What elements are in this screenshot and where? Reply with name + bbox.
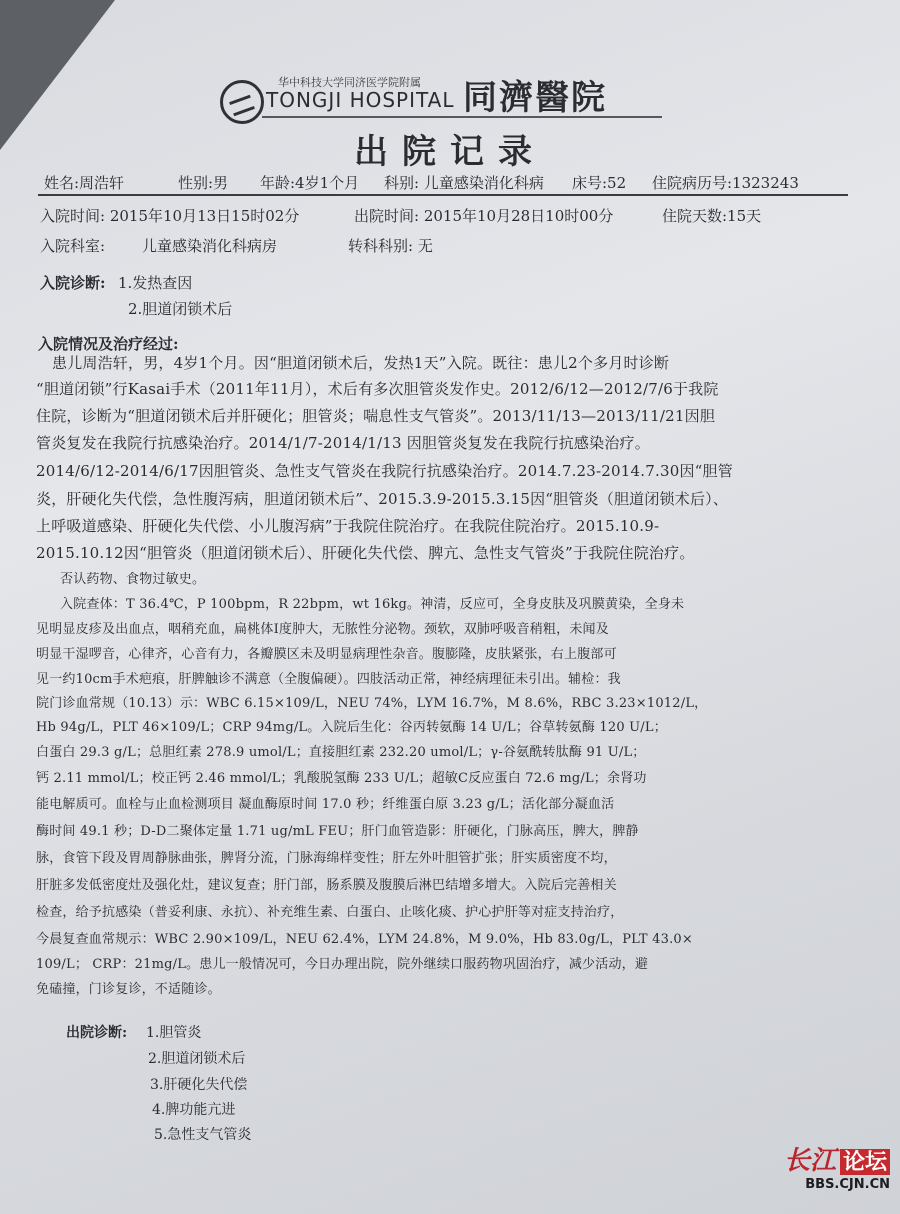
course-line: 管炎复发在我院行抗感染治疗。2014/1/7-2014/1/13 因胆管炎复发在我院行抗感染治疗。 (36, 434, 650, 452)
course-line: 脉，食管下段及胃周静脉曲张，脾肾分流，门脉海绵样变性；肝左外叶胆管扩张；肝实质密度不均， (36, 851, 617, 866)
course-line: 上呼吸道感染、肝硬化失代偿、小儿腹泻病”于我院住院治疗。在我院住院治疗。2015.10.9- (36, 517, 660, 535)
course-line: 白蛋白 29.3 g/L；总胆红素 278.9 umol/L；直接胆红素 232.20 umol/L；γ-谷氨酰转肽酶 91 U/L； (36, 745, 646, 760)
patient-record-no: 住院病历号:1323243 (652, 174, 799, 192)
transfer-dept: 转科科别: 无 (348, 237, 433, 255)
discharge-diag-item: 4.脾功能亢进 (152, 1102, 236, 1118)
patient-name: 姓名:周浩轩 (44, 174, 125, 192)
course-line: 肝脏多发低密度灶及强化灶，建议复查；肝门部，肠系膜及腹膜后淋巴结增多增大。入院后完善相关 (36, 878, 617, 893)
patient-gender: 性别:男 (178, 174, 229, 192)
course-label: 入院情况及治疗经过: (38, 335, 179, 353)
course-line: 见一约10cm手术疤痕，肝脾触诊不满意（全腹偏硬）。四肢活动正常，神经病理征未引出。辅检：我 (36, 672, 621, 687)
course-line: 入院查体：T 36.4℃，P 100bpm，R 22bpm，wt 16kg。神清，反应可，全身皮肤及巩膜黄染，全身未 (60, 597, 685, 612)
admit-time: 入院时间: 2015年10月13日15时02分 (40, 207, 300, 225)
course-line: 免磕撞，门诊复诊，不适随诊。 (36, 982, 221, 997)
admit-diag-item: 2.胆道闭锁术后 (128, 300, 233, 318)
discharge-diag-item: 5.急性支气管炎 (154, 1127, 252, 1143)
discharge-diag-label: 出院诊断: (66, 1025, 128, 1041)
course-line: 明显干湿啰音，心律齐，心音有力，各瓣膜区未及明显病理性杂音。腹膨隆，皮肤紧张，右上腹部可 (36, 647, 617, 662)
course-line: 2014/6/12-2014/6/17因胆管炎、急性支气管炎在我院行抗感染治疗。2014.7.23-2014.7.30因“胆管 (36, 462, 733, 480)
course-line: “胆道闭锁”行Kasai手术（2011年11月），术后有多次胆管炎发作史。2012/6/12—2012/7/6于我院 (36, 380, 719, 398)
course-line: 院门诊血常规（10.13）示：WBC 6.15×109/L，NEU 74%，LYM 16.7%，M 8.6%，RBC 3.23×1012/L， (36, 696, 708, 711)
watermark-badge: 论坛 (840, 1149, 890, 1175)
course-line: 炎，肝硬化失代偿，急性腹泻病，胆道闭锁术后”、2015.3.9-2015.3.15因“胆管炎（胆道闭锁术后）、 (36, 490, 729, 508)
admit-diag-item: 1.发热查因 (118, 274, 193, 292)
header-rule (262, 116, 662, 122)
university-name: 华中科技大学同济医学院附属 (278, 76, 421, 89)
hospital-header (220, 66, 670, 126)
course-line: 能电解质可。血栓与止血检测项目 凝血酶原时间 17.0 秒；纤维蛋白原 3.23 g/L；活化部分凝血活 (36, 797, 615, 812)
hospital-days: 住院天数:15天 (662, 207, 762, 225)
course-line: 住院，诊断为“胆道闭锁术后并肝硬化；胆管炎；喘息性支气管炎”。2013/11/13—2013/11/21因胆 (36, 407, 716, 425)
admit-diag-label: 入院诊断: (40, 274, 106, 292)
course-line: 患儿周浩轩，男，4岁1个月。因“胆道闭锁术后，发热1天”入院。既往：患儿2个多月时诊断 (52, 354, 670, 372)
patient-bed: 床号:52 (572, 174, 627, 192)
patient-department: 科别: 儿童感染消化科病 (384, 174, 544, 192)
watermark-url: BBS.CJN.CN (805, 1177, 890, 1192)
discharge-time: 出院时间: 2015年10月28日10时00分 (354, 207, 614, 225)
patient-info-bar (38, 170, 848, 196)
watermark-logo-text: 长江 (783, 1146, 836, 1176)
discharge-diag-item: 1.胆管炎 (146, 1025, 202, 1041)
discharge-diag-item: 2.胆道闭锁术后 (148, 1051, 246, 1067)
page-title: 出院记录 (354, 132, 546, 172)
course-line: Hb 94g/L，PLT 46×109/L；CRP 94mg/L。入院后生化：谷丙转氨酶 14 U/L；谷草转氨酶 120 U/L； (36, 720, 667, 735)
patient-age: 年龄:4岁1个月 (260, 174, 360, 192)
course-line: 检查，给予抗感染（普妥利康、永抗）、补充维生素、白蛋白、止咳化痰、护心护肝等对症支持治疗， (36, 905, 624, 920)
course-line: 见明显皮疹及出血点，咽稍充血，扁桃体Ⅰ度肿大，无脓性分泌物。颈软，双肺呼吸音稍粗，未闻及 (36, 622, 609, 637)
course-line: 今晨复查血常规示：WBC 2.90×109/L，NEU 62.4%，LYM 24.8%，M 9.0%，Hb 83.0g/L，PLT 43.0× (36, 932, 693, 947)
course-line: 酶时间 49.1 秒；D-D二聚体定量 1.71 ug/mL FEU；肝门血管造影：肝硬化，门脉高压，脾大，脾静 (36, 824, 639, 839)
course-line: 2015.10.12因“胆管炎（胆道闭锁术后）、肝硬化失代偿、脾亢、急性支气管炎”于我院住院治疗。 (36, 544, 695, 562)
discharge-diag-item: 3.肝硬化失代偿 (150, 1077, 248, 1093)
ward-name: 儿童感染消化科病房 (142, 237, 278, 255)
course-line: 钙 2.11 mmol/L；校正钙 2.46 mmol/L；乳酸脱氢酶 233 U/L；超敏C反应蛋白 72.6 mg/L；余肾功 (36, 771, 647, 786)
hospital-name-cn: 同濟醫院 (463, 78, 607, 118)
hospital-logo-icon (220, 80, 264, 124)
course-line: 109/L； CRP：21mg/L。患儿一般情况可，今日办理出院，院外继续口服药物巩固治疗，减少活动，避 (36, 957, 649, 972)
forum-watermark (784, 1140, 890, 1192)
course-line: 否认药物、食物过敏史。 (60, 572, 206, 587)
ward-label: 入院科室: (40, 237, 106, 255)
hospital-name-en: TONGJI HOSPITAL (266, 88, 455, 112)
watermark-logo (784, 1140, 890, 1177)
